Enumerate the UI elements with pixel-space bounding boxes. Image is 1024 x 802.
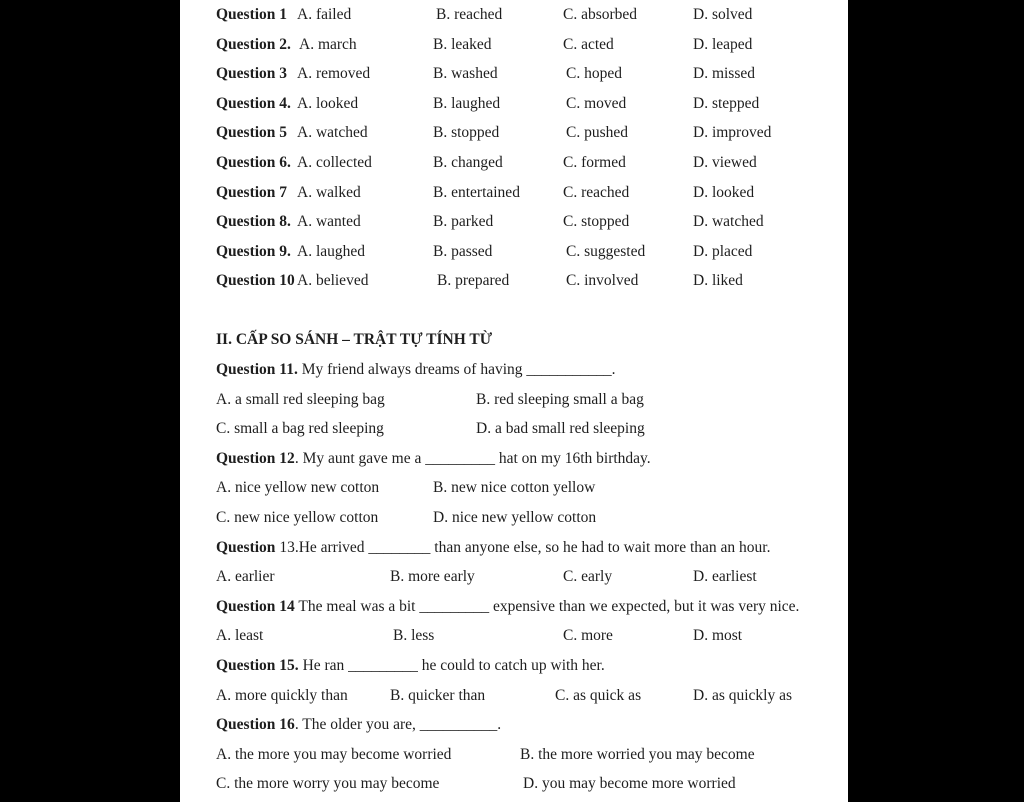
option-a: A. wanted [297, 213, 361, 231]
option-c: C. formed [563, 154, 626, 171]
option-c: C. hoped [566, 65, 622, 83]
option-b: B. laughed [433, 94, 501, 112]
question-row [180, 59, 848, 89]
option-d: D. earliest [693, 568, 757, 586]
option-a: A. watched [297, 124, 368, 142]
question-number: Question 12 [216, 449, 295, 467]
option-c: C. pushed [566, 124, 628, 142]
option-b: B. parked [433, 213, 494, 231]
option-d: D. viewed [693, 154, 757, 171]
question-number: Question 2. [216, 35, 291, 53]
answer-row [180, 414, 848, 444]
question-stem-row [180, 533, 848, 563]
option-b: B. reached [436, 6, 503, 23]
option-d: D. most [693, 627, 743, 645]
question-text: . My aunt gave me a _________ hat on my 16th birthday. [294, 449, 651, 467]
question-stem-row [180, 444, 848, 474]
option-b: B. the more worried you may become [520, 745, 755, 763]
option-b: B. passed [433, 242, 493, 260]
answer-row [180, 562, 848, 592]
option-a: A. failed [297, 6, 352, 23]
option-b: B. new nice cotton yellow [433, 479, 596, 497]
option-b: B. entertained [433, 183, 520, 201]
question-number: Question 4. [216, 94, 291, 112]
question-stem [216, 592, 799, 622]
section-title: II. CẤP SO SÁNH – TRẬT TỰ TÍNH TỪ [216, 331, 493, 348]
option-d: D. missed [693, 65, 755, 83]
option-d: D. solved [693, 6, 753, 23]
option-a: A. laughed [297, 242, 366, 260]
option-a: A. the more you may become worried [216, 745, 452, 763]
option-b: B. washed [433, 65, 498, 83]
option-a: A. earlier [216, 568, 275, 586]
question-row [180, 89, 848, 119]
option-b: B. quicker than [390, 686, 486, 704]
question-row [180, 178, 848, 208]
question-number: Question 5 [216, 124, 288, 142]
question-text: He ran _________ he could to catch up with her. [302, 657, 605, 674]
option-a: A. collected [297, 154, 372, 171]
question-stem-row [180, 592, 848, 622]
option-c: C. moved [566, 94, 627, 112]
question-row [180, 237, 848, 267]
option-d: D. leaped [693, 35, 753, 53]
option-b: B. prepared [437, 272, 510, 290]
option-d: D. you may become more worried [523, 775, 736, 793]
option-a: A. more quickly than [216, 686, 348, 704]
worksheet-page [180, 0, 848, 802]
answer-row [180, 769, 848, 799]
option-a: A. a small red sleeping bag [216, 390, 385, 408]
answer-row [180, 740, 848, 770]
question-number: Question 1 [216, 6, 288, 23]
question-number: Question 10 [216, 272, 295, 290]
option-c: C. involved [566, 272, 639, 290]
option-c: C. acted [563, 35, 614, 53]
option-d: D. placed [693, 242, 753, 260]
question-stem-row [180, 710, 848, 740]
question-stem [216, 355, 616, 385]
question-number: Question 8. [216, 213, 291, 231]
question-stem [216, 444, 651, 474]
option-d: D. nice new yellow cotton [433, 509, 597, 526]
question-row [180, 266, 848, 296]
option-c: C. more [563, 627, 613, 645]
option-c: C. reached [563, 183, 630, 201]
option-c: C. early [563, 568, 613, 586]
question-number: Question 16 [216, 716, 295, 734]
question-number: Question 6. [216, 154, 291, 171]
option-a: A. looked [297, 94, 359, 112]
option-d: D. a bad small red sleeping [476, 420, 645, 438]
option-d: D. looked [693, 183, 755, 201]
question-stem [216, 651, 605, 681]
option-b: B. stopped [433, 124, 500, 142]
question-row [180, 30, 848, 60]
question-text: . The older you are, __________. [294, 716, 502, 734]
answer-row [180, 621, 848, 651]
answer-row [180, 503, 848, 533]
option-b: B. red sleeping small a bag [476, 390, 644, 408]
option-b: B. leaked [433, 35, 492, 53]
question-stem-row [180, 651, 848, 681]
option-c: C. small a bag red sleeping [216, 420, 384, 438]
option-d: D. watched [693, 213, 764, 231]
question-stem-row [180, 355, 848, 385]
question-number: Question 3 [216, 65, 288, 83]
option-d: D. improved [693, 124, 772, 142]
option-d: D. as quickly as [693, 686, 793, 704]
option-a: A. believed [297, 272, 369, 290]
question-stem [216, 710, 501, 740]
option-a: A. removed [297, 65, 371, 83]
question-text: 13.He arrived ________ than anyone else, so he had to wait more than an hour. [279, 538, 771, 556]
question-text: The meal was a bit _________ expensive than we expected, but it was very nice. [298, 597, 800, 615]
option-b: B. more early [390, 568, 475, 586]
question-stem [216, 533, 770, 563]
answer-row [180, 385, 848, 415]
option-c: C. the more worry you may become [216, 775, 440, 793]
question-row [180, 0, 848, 30]
option-a: A. nice yellow new cotton [216, 479, 380, 497]
question-number: Question 15. [216, 657, 299, 674]
question-number: Question 11. [216, 361, 298, 378]
question-text: My friend always dreams of having ___________. [301, 361, 616, 378]
answer-row [180, 681, 848, 711]
answer-row [180, 473, 848, 503]
option-a: A. march [299, 35, 357, 53]
option-c: C. stopped [563, 213, 630, 231]
question-number: Question 9. [216, 242, 291, 260]
option-c: C. as quick as [555, 686, 642, 704]
option-a: A. least [216, 627, 264, 645]
option-b: B. changed [433, 154, 503, 171]
option-c: C. suggested [566, 242, 646, 260]
option-c: C. new nice yellow cotton [216, 509, 379, 526]
option-c: C. absorbed [563, 6, 638, 23]
option-d: D. liked [693, 272, 743, 290]
option-a: A. walked [297, 183, 361, 201]
question-number: Question 7 [216, 183, 288, 201]
question-row [180, 148, 848, 178]
question-row [180, 207, 848, 237]
question-number: Question 14 [216, 597, 295, 615]
option-b: B. less [393, 627, 435, 645]
option-d: D. stepped [693, 94, 760, 112]
question-row [180, 118, 848, 148]
question-number: Question [216, 538, 276, 556]
